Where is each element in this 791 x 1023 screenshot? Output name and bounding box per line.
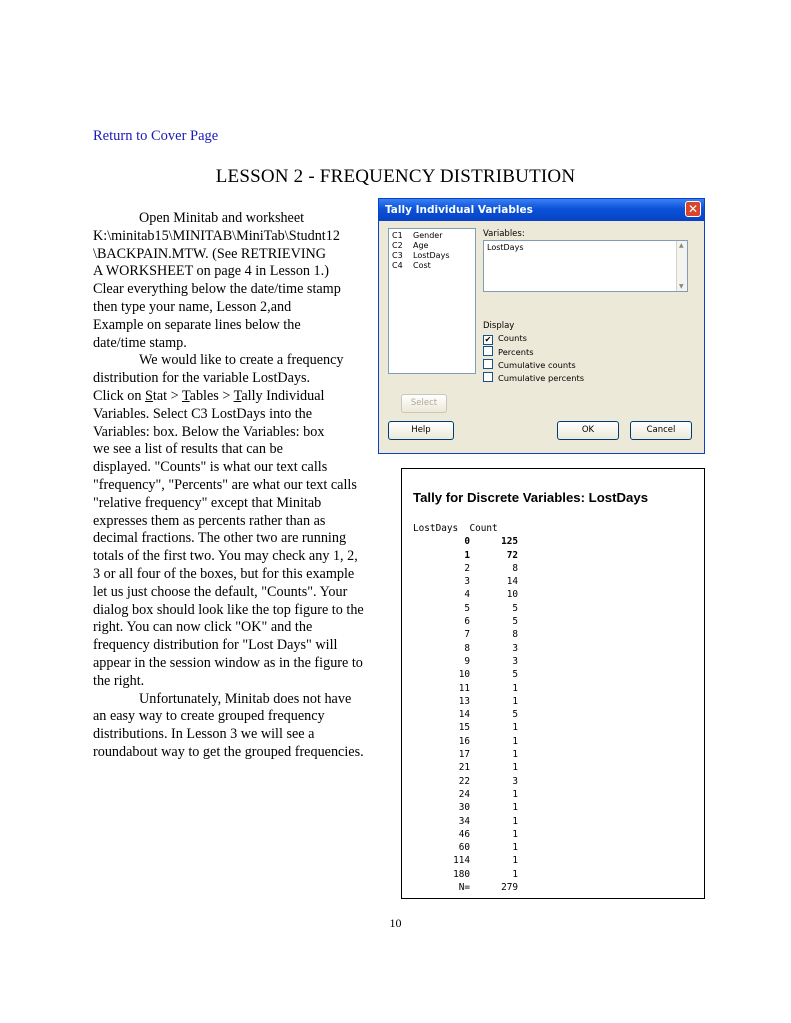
checkbox-box[interactable]	[483, 372, 493, 382]
table-row	[413, 748, 518, 761]
scroll-down-icon[interactable]: ▼	[679, 283, 684, 290]
column-item-lostdays[interactable]	[392, 251, 472, 261]
variables-value: LostDays	[487, 243, 524, 252]
checkbox-box[interactable]	[483, 346, 493, 356]
tally-dialog	[378, 198, 705, 454]
text-line: displayed. "Counts" is what our text calls	[93, 459, 328, 476]
checkbox-label: Cumulative counts	[498, 360, 576, 370]
tally-count: 125	[501, 536, 518, 548]
tally-value: 17	[458, 749, 470, 761]
variables-scrollbar[interactable]	[676, 241, 687, 291]
tally-count: 1	[512, 762, 518, 774]
tally-value: 21	[458, 762, 470, 774]
close-icon[interactable]: ✕	[685, 201, 701, 217]
table-row	[413, 549, 518, 562]
dialog-titlebar	[379, 199, 704, 221]
text-line: right. You can now click "OK" and the	[93, 619, 313, 636]
tally-count: 1	[512, 695, 518, 707]
tally-value: 30	[458, 802, 470, 814]
scroll-up-icon[interactable]: ▲	[679, 242, 684, 249]
cancel-button[interactable]: Cancel	[630, 421, 692, 440]
table-row	[413, 655, 518, 668]
tally-total-row	[413, 881, 518, 894]
tally-value: 114	[453, 855, 470, 867]
tally-value: 60	[458, 842, 470, 854]
tally-count: 72	[506, 549, 518, 561]
tally-value: 8	[464, 642, 470, 654]
table-row	[413, 628, 518, 641]
table-row	[413, 828, 518, 841]
paragraph-2	[93, 352, 390, 370]
table-row	[413, 775, 518, 788]
text-line: 3 or all four of the boxes, but for this example	[93, 565, 355, 582]
tally-count: 1	[512, 828, 518, 840]
session-output	[401, 468, 705, 899]
checkbox-label: Counts	[498, 333, 527, 343]
display-label: Display	[483, 321, 515, 331]
paragraph-1	[93, 210, 390, 228]
lesson-body-text	[93, 210, 390, 762]
tally-count: 1	[512, 735, 518, 747]
checkbox-label: Cumulative percents	[498, 373, 585, 383]
text-line: Clear everything below the date/time stamp	[93, 281, 341, 298]
tally-count: 1	[512, 842, 518, 854]
table-row	[413, 788, 518, 801]
tally-value: 13	[458, 695, 470, 707]
text-line: decimal fractions. The other two are running	[93, 530, 347, 547]
tally-value: 14	[458, 709, 470, 721]
text-line: Example on separate lines below the	[93, 316, 301, 333]
menu-path-line	[93, 388, 324, 404]
ok-button[interactable]: OK	[557, 421, 619, 440]
column-item-cost[interactable]	[392, 261, 472, 271]
page-title: LESSON 2 - FREQUENCY DISTRIBUTION	[215, 166, 576, 187]
tally-value: 15	[458, 722, 470, 734]
page-number: 10	[389, 916, 402, 930]
text-line: then type your name, Lesson 2,and	[93, 298, 292, 315]
column-item-age[interactable]	[392, 241, 472, 251]
table-row	[413, 575, 518, 588]
text-line: frequency distribution for "Lost Days" will	[93, 637, 338, 654]
paragraph-3	[93, 691, 390, 709]
text-line: A WORKSHEET on page 4 in Lesson 1.)	[93, 263, 329, 280]
tally-count: 3	[512, 642, 518, 654]
tally-count: 1	[512, 802, 518, 814]
text-line: "frequency", "Percents" are what our text calls	[93, 476, 357, 493]
text-line: the right.	[93, 672, 145, 689]
column-list[interactable]	[388, 228, 476, 374]
tally-value: 5	[464, 602, 470, 614]
tally-count: 5	[512, 709, 518, 721]
table-row	[413, 535, 518, 548]
checkbox-box[interactable]: ✔	[484, 335, 492, 344]
text-line: \BACKPAIN.MTW. (See RETRIEVING	[93, 245, 327, 262]
table-row	[413, 854, 518, 867]
tally-count: 8	[512, 562, 518, 574]
underlined-letter: T	[233, 387, 242, 404]
tally-count: 5	[512, 669, 518, 681]
tally-header	[413, 522, 518, 535]
column-name: Age	[413, 241, 429, 250]
tally-table	[413, 522, 518, 894]
column-name: Gender	[413, 231, 443, 240]
variables-input[interactable]	[483, 240, 688, 292]
tally-count: 1	[512, 722, 518, 734]
text-fragment: tat >	[152, 387, 182, 404]
text-line: roundabout way to get the grouped frequencies.	[93, 743, 364, 760]
table-row	[413, 695, 518, 708]
header-variable: LostDays	[413, 523, 459, 534]
total-label: N=	[458, 882, 470, 894]
column-id: C2	[392, 241, 403, 250]
table-row	[413, 682, 518, 695]
tally-count: 1	[512, 868, 518, 880]
tally-count: 1	[512, 749, 518, 761]
tally-count: 10	[506, 589, 518, 601]
text-line: "relative frequency" except that Minitab	[93, 494, 322, 511]
tally-count: 1	[512, 682, 518, 694]
column-id: C1	[392, 231, 403, 240]
table-row	[413, 642, 518, 655]
paragraph-2-cont	[93, 370, 390, 690]
text-fragment: ally Individual	[241, 387, 325, 404]
tally-value: 16	[458, 735, 470, 747]
text-line: appear in the session window as in the figure to	[93, 654, 363, 671]
table-row	[413, 708, 518, 721]
table-row	[413, 841, 518, 854]
tally-count: 5	[512, 602, 518, 614]
tally-value: 0	[464, 536, 470, 548]
tally-value: 34	[458, 815, 470, 827]
column-name: LostDays	[413, 251, 450, 260]
text-line: We would like to create a frequency	[139, 352, 344, 369]
tally-value: 24	[458, 788, 470, 800]
table-row	[413, 615, 518, 628]
total-value: 279	[501, 882, 518, 894]
text-line: totals of the first two. You may check any 1, 2,	[93, 548, 358, 565]
checkbox-label: Percents	[498, 347, 534, 357]
table-row	[413, 721, 518, 734]
tally-count: 8	[512, 629, 518, 641]
column-id: C4	[392, 261, 403, 270]
text-line: Open Minitab and worksheet	[139, 210, 305, 226]
tally-value: 10	[458, 669, 470, 681]
text-fragment: ables >	[189, 387, 234, 404]
variables-label: Variables:	[483, 229, 525, 239]
text-line: date/time stamp.	[93, 334, 187, 351]
column-name: Cost	[413, 261, 431, 270]
table-row	[413, 815, 518, 828]
tally-value: 6	[464, 616, 470, 628]
column-item-gender[interactable]	[392, 231, 472, 241]
table-row	[413, 588, 518, 601]
dialog-title: Tally Individual Variables	[385, 204, 533, 216]
tally-value: 1	[464, 549, 470, 561]
header-count: Count	[469, 523, 498, 534]
underlined-letter: T	[181, 387, 190, 404]
underlined-letter: S	[145, 387, 153, 404]
text-line: K:\minitab15\MINITAB\MiniTab\Studnt12	[93, 227, 340, 244]
text-line: distribution for the variable LostDays.	[93, 370, 311, 387]
tally-count: 3	[512, 655, 518, 667]
table-row	[413, 761, 518, 774]
tally-value: 3	[464, 576, 470, 588]
tally-count: 1	[512, 788, 518, 800]
text-line: an easy way to create grouped frequency	[93, 708, 325, 725]
paragraph-1-cont	[93, 228, 390, 353]
checkbox-box[interactable]	[483, 359, 493, 369]
text-line: dialog box should look like the top figure to the	[93, 601, 364, 618]
tally-value: 22	[458, 775, 470, 787]
tally-value: 9	[464, 655, 470, 667]
table-row	[413, 801, 518, 814]
select-button[interactable]: Select	[401, 394, 447, 413]
session-title: Tally for Discrete Variables: LostDays	[413, 490, 649, 505]
text-line: Variables. Select C3 LostDays into the	[93, 405, 313, 422]
tally-count: 5	[512, 616, 518, 628]
text-line: we see a list of results that can be	[93, 441, 283, 458]
text-fragment: Click on	[93, 387, 146, 404]
text-line: Variables: box. Below the Variables: box	[93, 423, 325, 440]
table-row	[413, 668, 518, 681]
tally-count: 1	[512, 815, 518, 827]
tally-count: 3	[512, 775, 518, 787]
table-row	[413, 735, 518, 748]
tally-value: 46	[458, 828, 470, 840]
text-line: let us just choose the default, "Counts". Your	[93, 583, 348, 600]
text-line: expresses them as percents rather than as	[93, 512, 326, 529]
tally-value: 2	[464, 562, 470, 574]
text-line: distributions. In Lesson 3 we will see a	[93, 726, 315, 743]
counts-checkbox[interactable]	[483, 333, 527, 345]
tally-value: 4	[464, 589, 470, 601]
table-row	[413, 602, 518, 615]
column-id: C3	[392, 251, 403, 260]
return-to-cover-link[interactable]: Return to Cover Page	[93, 128, 219, 144]
cumulative-counts-checkbox[interactable]	[483, 359, 576, 371]
table-row	[413, 562, 518, 575]
cumulative-percents-checkbox[interactable]	[483, 372, 584, 384]
percents-checkbox[interactable]	[483, 346, 534, 358]
tally-value: 11	[458, 682, 470, 694]
text-line: Unfortunately, Minitab does not have	[139, 690, 352, 707]
tally-value: 180	[453, 868, 470, 880]
table-row	[413, 868, 518, 881]
tally-count: 1	[512, 855, 518, 867]
paragraph-3-cont	[93, 708, 390, 761]
tally-value: 7	[464, 629, 470, 641]
help-button[interactable]: Help	[388, 421, 454, 440]
tally-count: 14	[506, 576, 518, 588]
